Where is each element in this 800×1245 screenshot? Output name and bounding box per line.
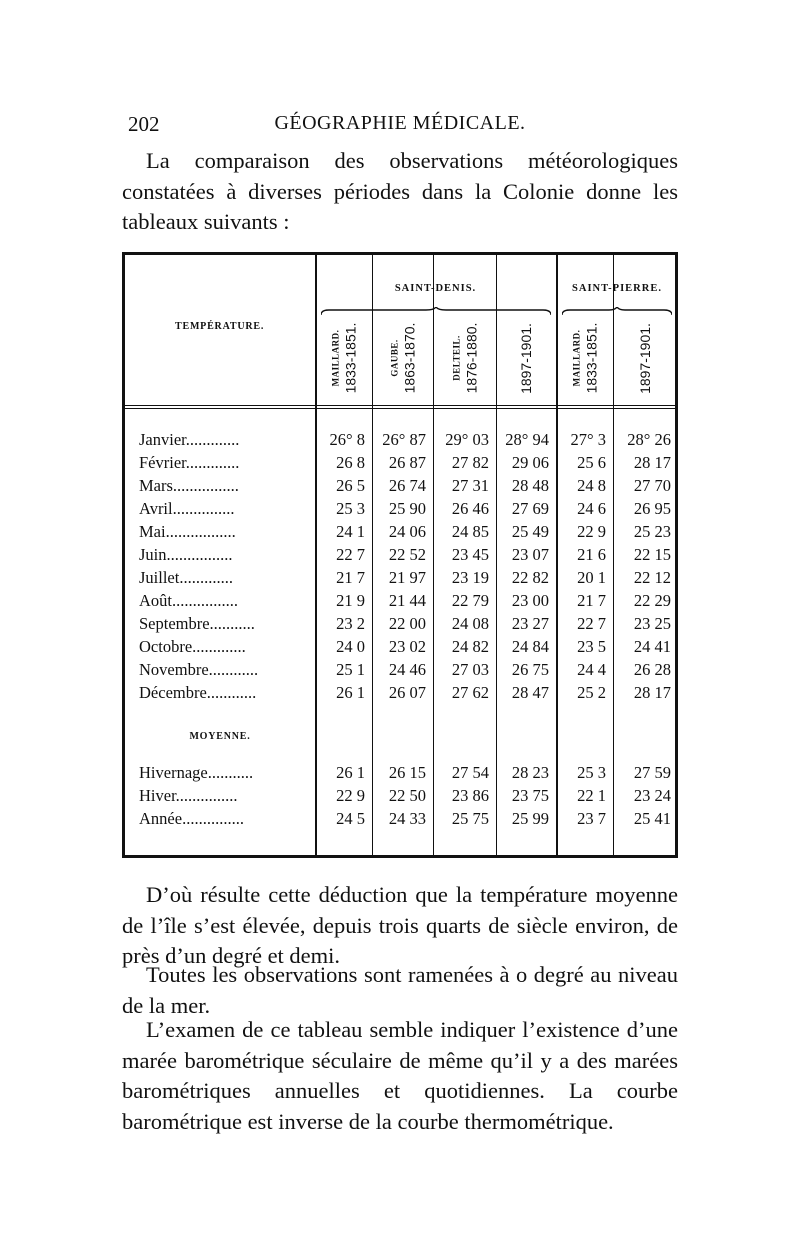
column-author: MAILLARD. xyxy=(330,329,341,387)
column-period: 1863-1870. xyxy=(401,322,418,394)
table-row xyxy=(125,591,675,613)
table-cell: 27 59 xyxy=(633,763,671,782)
running-title: GÉOGRAPHIE MÉDICALE. xyxy=(274,112,526,134)
table-cell: 26° 87 xyxy=(382,430,426,449)
header-rule xyxy=(125,405,675,406)
table-cell: 23 25 xyxy=(633,614,671,633)
table-cell: 26 1 xyxy=(336,683,365,702)
table-cell: 28° 26 xyxy=(627,430,671,449)
table-cell: 22 12 xyxy=(633,568,671,587)
table-cell: 24 84 xyxy=(511,637,549,656)
row-label: Janvier............. xyxy=(139,430,240,449)
table-cell: 26 46 xyxy=(451,499,489,518)
table-cell: 21 97 xyxy=(388,568,426,587)
table-cell: 25 90 xyxy=(388,499,426,518)
table-row xyxy=(125,568,675,590)
table-cell: 23 27 xyxy=(511,614,549,633)
table-row xyxy=(125,430,675,452)
row-label: Avril............... xyxy=(139,499,235,518)
table-cell: 23 7 xyxy=(577,809,606,828)
table-cell: 22 9 xyxy=(336,786,365,805)
table-cell: 26 07 xyxy=(388,683,426,702)
column-period: 1833-1851. xyxy=(342,322,359,394)
table-cell: 22 82 xyxy=(511,568,549,587)
table-cell: 24 6 xyxy=(577,499,606,518)
table-cell: 27 03 xyxy=(451,660,489,679)
table-cell: 29° 03 xyxy=(445,430,489,449)
table-row xyxy=(125,522,675,544)
column-author: MAILLARD. xyxy=(571,329,582,387)
row-label: Février............. xyxy=(139,453,240,472)
intro-paragraph: La comparaison des observations météorologiques constatées à diverses périodes dans la Colonie donne les tableaux suivants : xyxy=(122,148,678,234)
column-author: DELTEIL. xyxy=(451,335,462,381)
table-cell: 24 08 xyxy=(451,614,489,633)
average-section-label: MOYENNE. xyxy=(189,731,251,742)
table-cell: 27° 3 xyxy=(570,430,606,449)
table-cell: 21 9 xyxy=(336,591,365,610)
table-cell: 25 3 xyxy=(336,499,365,518)
table-row xyxy=(125,786,675,808)
table-cell: 27 82 xyxy=(451,453,489,472)
row-label: Septembre........... xyxy=(139,614,255,633)
table-cell: 28 23 xyxy=(511,763,549,782)
table-cell: 22 29 xyxy=(633,591,671,610)
table-cell: 25 6 xyxy=(577,453,606,472)
table-row xyxy=(125,683,675,705)
table-cell: 25 49 xyxy=(511,522,549,541)
table-cell: 23 2 xyxy=(336,614,365,633)
table-row xyxy=(125,499,675,521)
table-cell: 24 06 xyxy=(388,522,426,541)
table-cell: 21 6 xyxy=(577,545,606,564)
table-cell: 23 5 xyxy=(577,637,606,656)
table-row xyxy=(125,614,675,636)
table-cell: 28° 94 xyxy=(505,430,549,449)
row-label: Mai................. xyxy=(139,522,236,541)
table-cell: 27 31 xyxy=(451,476,489,495)
table-cell: 27 70 xyxy=(633,476,671,495)
table-cell: 22 15 xyxy=(633,545,671,564)
table-row xyxy=(125,660,675,682)
table-cell: 24 82 xyxy=(451,637,489,656)
table-cell: 26 8 xyxy=(336,453,365,472)
row-label: Juillet............. xyxy=(139,568,233,587)
table-cell: 22 50 xyxy=(388,786,426,805)
body-paragraph: Toutes les observations sont ramenées à o degré au niveau de la mer. xyxy=(122,962,678,1018)
table-cell: 28 17 xyxy=(633,683,671,702)
column-header xyxy=(372,315,433,401)
table-cell: 24 0 xyxy=(336,637,365,656)
table-row xyxy=(125,637,675,659)
table-cell: 26 95 xyxy=(633,499,671,518)
table-cell: 22 9 xyxy=(577,522,606,541)
table-cell: 29 06 xyxy=(511,453,549,472)
column-header xyxy=(315,315,372,401)
table-cell: 23 24 xyxy=(633,786,671,805)
table-cell: 25 1 xyxy=(336,660,365,679)
column-header xyxy=(433,315,496,401)
table-cell: 24 8 xyxy=(577,476,606,495)
table-cell: 25 41 xyxy=(633,809,671,828)
table-cell: 25 3 xyxy=(577,763,606,782)
column-header xyxy=(496,315,556,401)
row-label: Juin................ xyxy=(139,545,233,564)
column-period: 1897-1901. xyxy=(637,322,653,394)
table-cell: 23 45 xyxy=(451,545,489,564)
row-label: Novembre............ xyxy=(139,660,259,679)
row-label: Décembre............ xyxy=(139,683,257,702)
table-cell: 26 75 xyxy=(511,660,549,679)
table-cell: 22 7 xyxy=(577,614,606,633)
table-cell: 21 44 xyxy=(388,591,426,610)
table-cell: 23 00 xyxy=(511,591,549,610)
table-cell: 27 69 xyxy=(511,499,549,518)
table-cell: 20 1 xyxy=(577,568,606,587)
table-row xyxy=(125,763,675,785)
column-author: GAUBE. xyxy=(389,339,400,377)
row-label: Année............... xyxy=(139,809,244,828)
column-period: 1897-1901. xyxy=(517,322,534,394)
temperature-table xyxy=(122,252,678,858)
column-period: 1876-1880. xyxy=(463,322,480,394)
table-cell: 24 85 xyxy=(451,522,489,541)
table-cell: 22 7 xyxy=(336,545,365,564)
table-cell: 24 5 xyxy=(336,809,365,828)
table-row xyxy=(125,453,675,475)
table-cell: 21 7 xyxy=(577,591,606,610)
group-label-saint-denis: SAINT-DENIS. xyxy=(394,283,477,294)
table-cell: 24 41 xyxy=(633,637,671,656)
table-cell: 24 46 xyxy=(388,660,426,679)
table-cell: 26 15 xyxy=(388,763,426,782)
table-cell: 25 23 xyxy=(633,522,671,541)
table-cell: 27 54 xyxy=(451,763,489,782)
table-cell: 24 1 xyxy=(336,522,365,541)
table-cell: 23 07 xyxy=(511,545,549,564)
table-cell: 28 17 xyxy=(633,453,671,472)
table-cell: 26 74 xyxy=(388,476,426,495)
row-label: Octobre............. xyxy=(139,637,246,656)
table-cell: 27 62 xyxy=(451,683,489,702)
table-cell: 26° 8 xyxy=(329,430,365,449)
table-cell: 26 5 xyxy=(336,476,365,495)
table-cell: 26 28 xyxy=(633,660,671,679)
table-cell: 21 7 xyxy=(336,568,365,587)
column-header xyxy=(556,315,613,401)
table-cell: 28 47 xyxy=(511,683,549,702)
table-cell: 25 75 xyxy=(451,809,489,828)
table-cell: 23 75 xyxy=(511,786,549,805)
table-cell: 22 79 xyxy=(451,591,489,610)
page-number: 202 xyxy=(128,112,160,136)
table-cell: 23 19 xyxy=(451,568,489,587)
table-row xyxy=(125,476,675,498)
table-cell: 22 52 xyxy=(388,545,426,564)
table-cell: 26 1 xyxy=(336,763,365,782)
table-cell: 24 33 xyxy=(388,809,426,828)
row-label: Mars................ xyxy=(139,476,239,495)
table-cell: 26 87 xyxy=(388,453,426,472)
table-cell: 22 00 xyxy=(388,614,426,633)
table-cell: 25 99 xyxy=(511,809,549,828)
row-header: TEMPÉRATURE. xyxy=(175,321,265,332)
column-period: 1833-1851. xyxy=(583,322,600,394)
table-row xyxy=(125,809,675,831)
column-header xyxy=(613,315,678,401)
table-cell: 24 4 xyxy=(577,660,606,679)
row-label: Hiver............... xyxy=(139,786,238,805)
table-cell: 28 48 xyxy=(511,476,549,495)
table-cell: 23 86 xyxy=(451,786,489,805)
row-label: Août................ xyxy=(139,591,238,610)
table-row xyxy=(125,545,675,567)
table-cell: 25 2 xyxy=(577,683,606,702)
body-paragraph: L’examen de ce tableau semble indiquer l’existence d’une marée barométrique séculaire de même qu’il y a des marées barométriques annuelles et quotidiennes. La courbe barométrique est inverse de la courbe thermométrique. xyxy=(122,1017,678,1134)
header-rule xyxy=(125,408,675,409)
group-label-saint-pierre: SAINT-PIERRE. xyxy=(572,283,662,294)
row-label: Hivernage........... xyxy=(139,763,254,782)
body-paragraph: D’où résulte cette déduction que la température moyenne de l’île s’est élevée, depuis trois quarts de siècle environ, de près d’un degré et demi. xyxy=(122,882,678,968)
table-cell: 23 02 xyxy=(388,637,426,656)
table-cell: 22 1 xyxy=(577,786,606,805)
